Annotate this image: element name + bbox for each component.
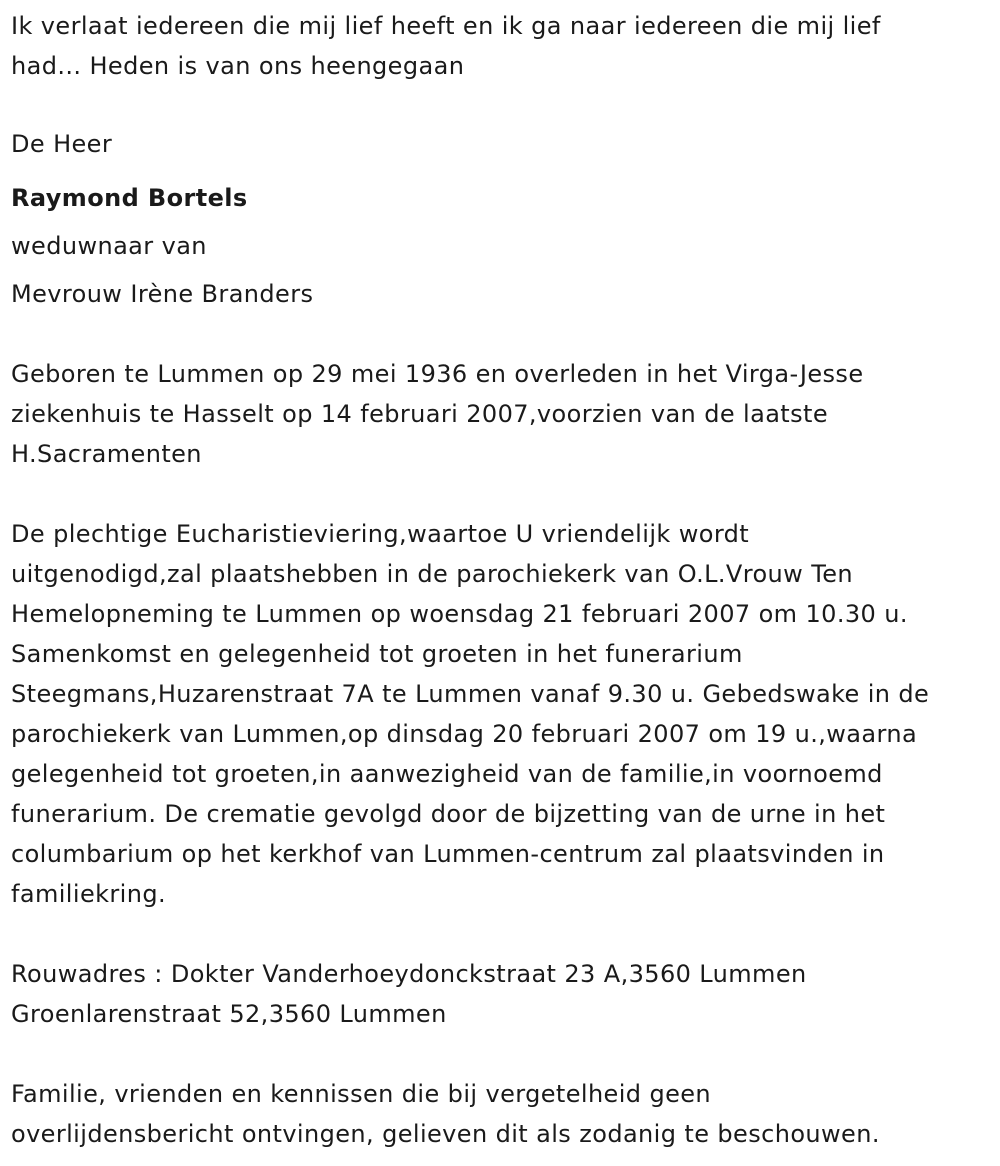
- ceremony-line-2: uitgenodigd,zal plaatshebben in de parochiekerk van O.L.Vrouw Ten: [11, 560, 853, 588]
- ceremony-line-5: Steegmans,Huzarenstraat 7A te Lummen vanaf 9.30 u. Gebedswake in de: [11, 680, 930, 708]
- address-paragraph: [11, 954, 1000, 1034]
- spacer: [11, 318, 1000, 354]
- birth-death-line-1: Geboren te Lummen op 29 mei 1936 en overleden in het Virga-Jesse: [11, 360, 864, 388]
- spacer: [11, 86, 1000, 126]
- intro-line-2: had... Heden is van ons heengegaan: [11, 52, 465, 80]
- spouse-name: Mevrouw Irène Branders: [11, 280, 314, 308]
- ceremony-paragraph: [11, 514, 1000, 914]
- birth-death-line-2: ziekenhuis te Hasselt op 14 februari 2007,voorzien van de laatste: [11, 400, 828, 428]
- deceased-name: Raymond Bortels: [11, 184, 248, 212]
- ceremony-line-6: parochiekerk van Lummen,op dinsdag 20 februari 2007 om 19 u.,waarna: [11, 720, 918, 748]
- announcement-title: De Heer: [11, 130, 113, 158]
- birth-death-line-3: H.Sacramenten: [11, 440, 202, 468]
- birth-death-paragraph: [11, 354, 1000, 474]
- address-line-1: Rouwadres : Dokter Vanderhoeydonckstraat 23 A,3560 Lummen: [11, 960, 807, 988]
- ceremony-line-8: funerarium. De crematie gevolgd door de bijzetting van de urne in het: [11, 800, 886, 828]
- intro-paragraph: [11, 6, 1000, 86]
- relation-text: weduwnaar van: [11, 232, 207, 260]
- closing-paragraph: [11, 1074, 1000, 1154]
- ceremony-line-1: De plechtige Eucharistieviering,waartoe U vriendelijk wordt: [11, 520, 750, 548]
- closing-line-1: Familie, vrienden en kennissen die bij vergetelheid geen: [11, 1080, 712, 1108]
- spacer: [11, 474, 1000, 514]
- ceremony-line-3: Hemelopneming te Lummen op woensdag 21 februari 2007 om 10.30 u.: [11, 600, 908, 628]
- ceremony-line-7: gelegenheid tot groeten,in aanwezigheid van de familie,in voornoemd: [11, 760, 883, 788]
- ceremony-line-10: familiekring.: [11, 880, 167, 908]
- spacer: [11, 1034, 1000, 1074]
- ceremony-line-4: Samenkomst en gelegenheid tot groeten in het funerarium: [11, 640, 743, 668]
- spacer: [11, 914, 1000, 954]
- address-line-2: Groenlarenstraat 52,3560 Lummen: [11, 1000, 447, 1028]
- ceremony-line-9: columbarium op het kerkhof van Lummen-centrum zal plaatsvinden in: [11, 840, 885, 868]
- closing-line-2: overlijdensbericht ontvingen, gelieven dit als zodanig te beschouwen.: [11, 1120, 880, 1148]
- intro-line-1: Ik verlaat iedereen die mij lief heeft en ik ga naar iedereen die mij lief: [11, 12, 881, 40]
